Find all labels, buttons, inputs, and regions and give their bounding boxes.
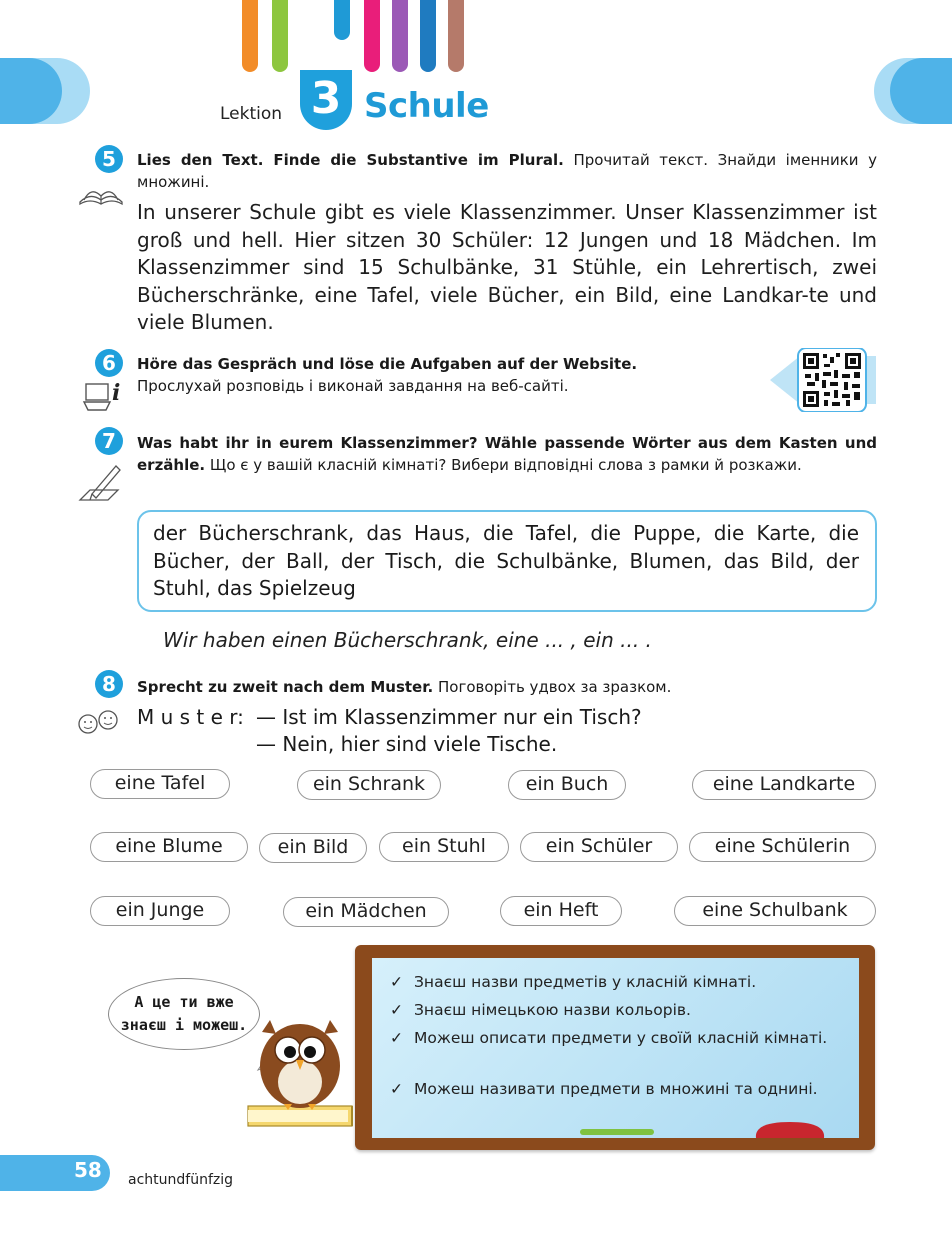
stripe-darkblue [420, 0, 436, 72]
task-6-number: 6 [95, 349, 123, 377]
task-8-instruction [137, 676, 877, 698]
word-box-text: der Bücherschrank, das Haus, die Tafel, die Puppe, die Karte, die Bücher, der Ball, der Tisch, die Schulbänke, Blumen, das Bild, der Stuhl, das Spielzeug [153, 521, 859, 600]
word-pill: ein Junge [90, 896, 230, 926]
task-8-instruction-de: Sprecht zu zweit nach dem Muster. [137, 678, 434, 696]
task-6-instruction-de: Höre das Gespräch und löse die Aufgaben auf der Website. [137, 355, 638, 373]
checklist-item: ✓ Знаєш німецькою назви кольорів. [390, 999, 691, 1022]
word-pill: ein Buch [508, 770, 626, 800]
word-pill: eine Schulbank [674, 896, 876, 926]
word-pill: eine Landkarte [692, 770, 876, 800]
stripe-blue [334, 0, 350, 40]
word-pill: ein Stuhl [379, 832, 509, 862]
lesson-number: 3 [300, 70, 352, 130]
word-pill: ein Bild [259, 833, 367, 863]
page-number-word: achtundfünfzig [128, 1172, 233, 1188]
check-icon: ✓ [390, 973, 403, 991]
speech-bubble-line-1: А це ти вже [134, 993, 234, 1011]
check-icon: ✓ [390, 1001, 403, 1019]
word-pill: ein Heft [500, 896, 622, 926]
lektion-label: Lektion [220, 104, 283, 124]
muster-label: M u s t e r: [137, 705, 244, 729]
task-5-number: 5 [95, 145, 123, 173]
two-faces-icon [72, 706, 126, 736]
task-5-instruction-de: Lies den Text. Finde die Substantive im Plural. [137, 151, 564, 169]
muster-line-1: — Ist im Klassenzimmer nur ein Tisch? [256, 705, 642, 729]
word-pill: eine Blume [90, 832, 248, 862]
stripe-pink [364, 0, 380, 72]
task-5-instruction-uk: Прочитай текст. Знайди іменники у множині. [137, 151, 877, 191]
page-number: 58 [74, 1158, 102, 1182]
chalk-icon [578, 1126, 658, 1138]
word-pill: ein Mädchen [283, 897, 449, 927]
stripe-green [272, 0, 288, 72]
laptop-info-icon [82, 378, 126, 416]
task-7-instruction-de: Was habt ihr in eurem Klassenzimmer? Wähle passende Wörter aus dem Kasten und erzähle. [137, 434, 877, 474]
muster-line-2: — Nein, hier sind viele Tische. [256, 732, 558, 756]
word-pill: eine Tafel [90, 769, 230, 799]
checklist-item: ✓ Можеш називати предмети в множині та однині. [390, 1078, 830, 1101]
task-5-instruction [137, 149, 877, 193]
task-8-number: 8 [95, 670, 123, 698]
qr-code-link[interactable] [770, 348, 876, 412]
task-8-instruction-uk: Поговоріть удвох за зразком. [437, 678, 672, 696]
check-icon: ✓ [390, 1029, 403, 1047]
open-book-icon [76, 178, 126, 208]
word-pill: eine Schülerin [689, 832, 876, 862]
svg-text:i: i [112, 380, 121, 406]
task-7-instruction-uk: Що є у вашій класній кімнаті? Вибери відповідні слова з рамки й розкажи. [209, 456, 802, 474]
right-tab [890, 58, 952, 124]
owl-on-book-icon [244, 1010, 356, 1130]
stripe-purple [392, 0, 408, 72]
speech-bubble [108, 978, 260, 1050]
word-pill: ein Schüler [520, 832, 678, 862]
word-pill: ein Schrank [297, 770, 441, 800]
task-7-number: 7 [95, 427, 123, 455]
task-6-instruction [137, 353, 737, 397]
lesson-title: Schule [364, 86, 489, 126]
task-6-instruction-uk: Прослухай розповідь і виконай завдання на веб-сайті. [137, 377, 569, 395]
task-7-example: Wir haben einen Bücherschrank, eine ... , ein ... . [163, 628, 652, 652]
stripe-orange [242, 0, 258, 72]
checklist-item: ✓ Знаєш назви предметів у класній кімнаті. [390, 971, 756, 994]
check-icon: ✓ [390, 1080, 403, 1098]
eraser-icon [750, 1118, 830, 1140]
task-5-text: In unserer Schule gibt es viele Klassenzimmer. Unser Klassenzimmer ist groß und hell. Hier sitzen 30 Schüler: 12 Jungen und 18 Mädchen. Im Klassenzimmer sind 15 Schulbänke, 31 Stühle, ein Lehrertisch, zwei Bücherschränke, eine Tafel, viele Bücher, ein Bild, eine Landkar-te und viele Blumen. [137, 200, 877, 334]
speech-bubble-line-2: знаєш і можеш. [120, 1016, 248, 1034]
checklist-item: ✓ Можеш описати предмети у своїй класній кімнаті. [390, 1027, 830, 1050]
task-7-instruction [137, 432, 877, 476]
pen-writing-icon [78, 460, 124, 504]
stripe-brown [448, 0, 464, 72]
